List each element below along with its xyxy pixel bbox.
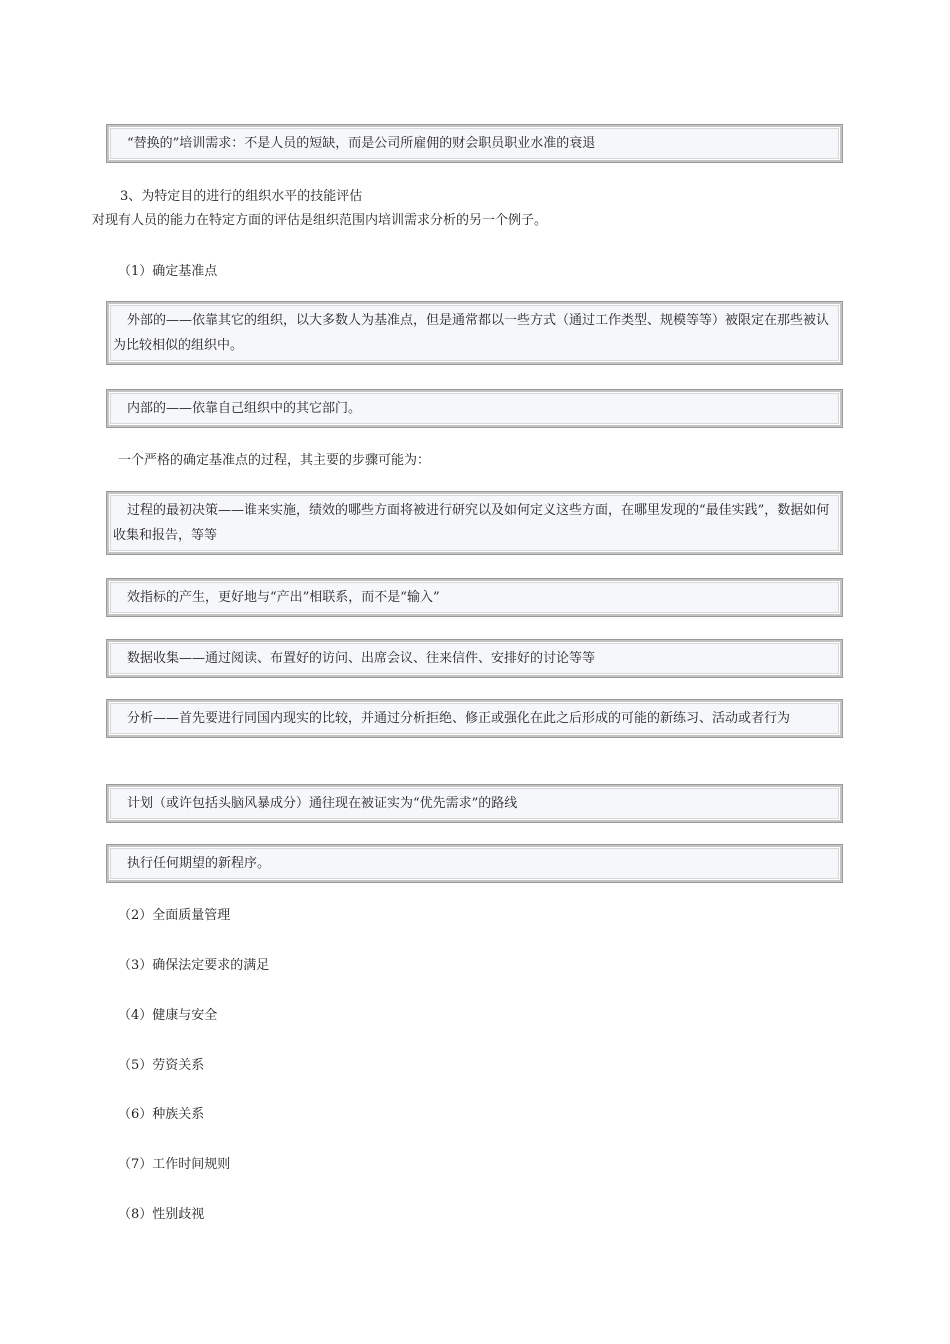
step-text-3: 数据收集——通过阅读、布置好的访问、出席会议、往来信件、安排好的讨论等等	[127, 651, 596, 666]
step-text-6: 执行任何期望的新程序。	[127, 856, 271, 871]
intro-text: 对现有人员的能力在特定方面的评估是组织范围内培训需求分析的另一个例子。	[92, 213, 548, 228]
box-replacement-needs	[107, 125, 842, 162]
list-item: （7）工作时间规则	[118, 1157, 231, 1172]
step-text-2: 效指标的产生，更好地与“产出”相联系，而不是“输入”	[127, 590, 440, 605]
box-replacement-text: “替换的”培训需求：不是人员的短缺，而是公司所雇佣的财会职员职业水准的衰退	[127, 136, 596, 151]
step-box-5	[107, 785, 842, 822]
step-text-5: 计划（或许包括头脑风暴成分）通往现在被证实为“优先需求”的路线	[127, 796, 518, 811]
heading-3: 3、为特定目的进行的组织水平的技能评估	[120, 189, 363, 204]
box-external-text: 外部的——依靠其它的组织，以大多数人为基准点，但是通常都以一些方式（通过工作类型、规模等等）被限定在那些被认为比较相似的组织中。	[113, 313, 830, 353]
step-box-6	[107, 845, 842, 882]
box-internal	[107, 390, 842, 427]
list-item: （4）健康与安全	[118, 1008, 218, 1023]
list-item: （5）劳资关系	[118, 1058, 205, 1073]
step-box-3	[107, 640, 842, 677]
list-item: （2）全面质量管理	[118, 908, 231, 923]
step-box-4	[107, 700, 842, 737]
step-box-2	[107, 579, 842, 616]
box-external	[107, 302, 842, 364]
step-box-1	[107, 492, 842, 554]
list-item: （8）性别歧视	[118, 1207, 205, 1222]
list-item: （6）种族关系	[118, 1107, 205, 1122]
step-text-1: 过程的最初决策——谁来实施，绩效的哪些方面将被进行研究以及如何定义这些方面，在哪里发现的“最佳实践”，数据如何收集和报告，等等	[113, 503, 830, 543]
box-internal-text: 内部的——依靠自己组织中的其它部门。	[127, 401, 362, 416]
list-item: （3）确保法定要求的满足	[118, 958, 270, 973]
step-text-4: 分析——首先要进行同国内现实的比较，并通过分析拒绝、修正或强化在此之后形成的可能的新练习、活动或者行为	[127, 711, 791, 726]
steps-intro: 一个严格的确定基准点的过程，其主要的步骤可能为：	[118, 453, 431, 468]
subheading-1: （1）确定基准点	[118, 264, 218, 279]
